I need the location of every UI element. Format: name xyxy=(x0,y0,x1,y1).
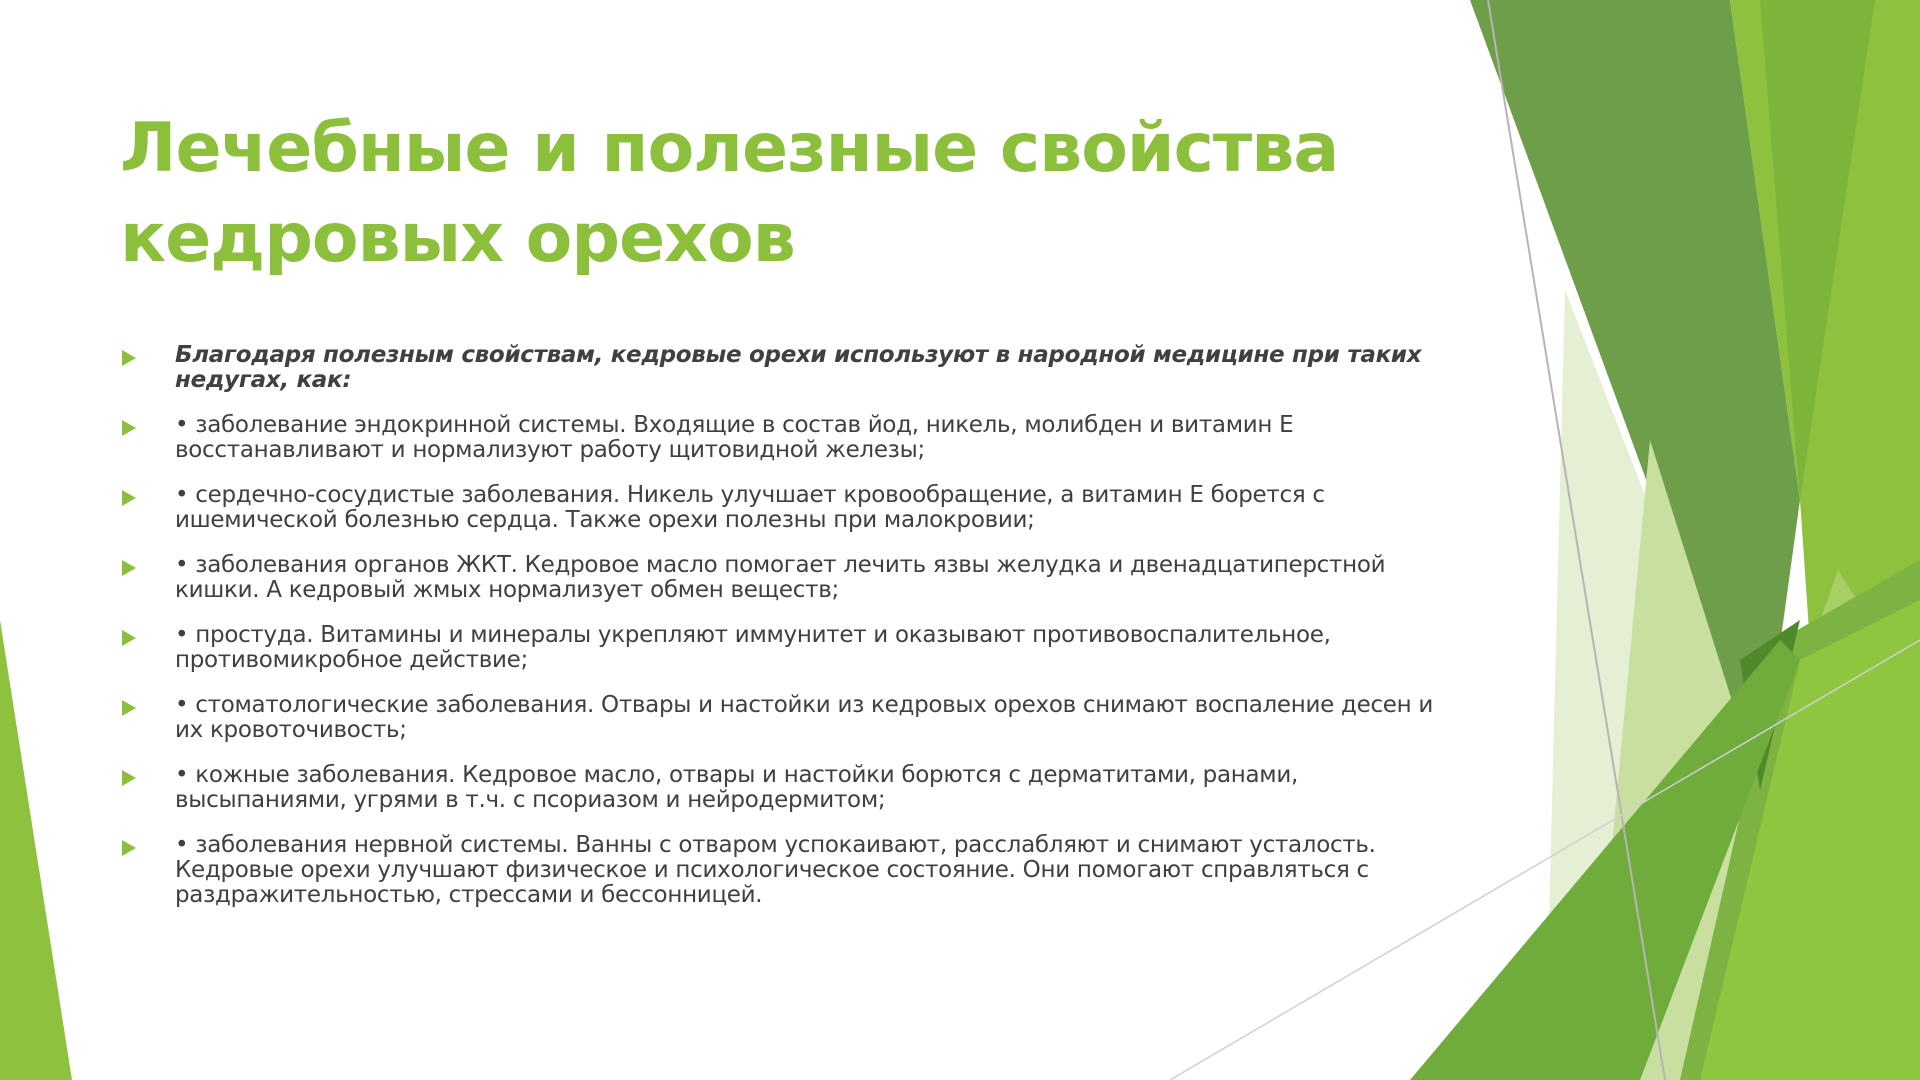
bullet-item-cold xyxy=(120,623,1460,693)
bullet-text: Благодаря полезным свойствам, кедровые орехи используют в народной медицине при таких недугах, как: xyxy=(175,342,1422,393)
bullet-item-dental xyxy=(120,693,1460,763)
bullet-text: • заболевание эндокринной системы. Входящие в состав йод, никель, молибден и витамин Е восстанавливают и нормализуют работу щитовидной железы; xyxy=(175,412,1294,463)
bullet-text: • стоматологические заболевания. Отвары и настойки из кедровых орехов снимают воспаление десен и их кровоточивость; xyxy=(175,692,1434,743)
triangle-bullet-icon xyxy=(122,560,136,576)
triangle-bullet-icon xyxy=(122,420,136,436)
triangle-bullet-icon xyxy=(122,770,136,786)
title-line-1: Лечебные и полезные свойства xyxy=(120,109,1339,188)
bullet-text: • заболевания органов ЖКТ. Кедровое масло помогает лечить язвы желудка и двенадцатиперстной кишки. А кедровый жмых нормализует обмен веществ; xyxy=(175,552,1386,603)
bullet-item-nervous xyxy=(120,832,1460,908)
bullet-text: • сердечно-сосудистые заболевания. Никель улучшает кровообращение, а витамин Е борется с ишемической болезнью сердца. Также орехи полезны при малокровии; xyxy=(175,482,1325,533)
slide-title xyxy=(120,104,1420,284)
bullet-text: • кожные заболевания. Кедровое масло, отвары и настойки борются с дерматитами, ранами, высыпаниями, угрями в т.ч. с псориазом и нейродермитом; xyxy=(175,762,1299,813)
bullet-item-intro xyxy=(120,343,1460,413)
triangle-bullet-icon xyxy=(122,630,136,646)
bullet-item-digestive xyxy=(120,553,1460,623)
bullet-text: • простуда. Витамины и минералы укрепляют иммунитет и оказывают противовоспалительное, противомикробное действие; xyxy=(175,622,1331,673)
triangle-bullet-icon xyxy=(122,350,136,366)
triangle-bullet-icon xyxy=(122,700,136,716)
facet-left-edge xyxy=(0,620,72,1080)
bullet-list xyxy=(120,342,1460,908)
bullet-item-endocrine xyxy=(120,413,1460,483)
bullet-item-cardio xyxy=(120,483,1460,553)
bullet-text: • заболевания нервной системы. Ванны с отваром успокаивают, расслабляют и снимают усталость. Кедровые орехи улучшают физическое и психологическое состояние. Они помогают справляться с раздражительностью, стрессами и бессонницей. xyxy=(175,832,1376,908)
bullet-item-skin xyxy=(120,763,1460,833)
title-line-2: кедровых орехов xyxy=(120,199,795,278)
triangle-bullet-icon xyxy=(122,490,136,506)
triangle-bullet-icon xyxy=(122,840,136,856)
